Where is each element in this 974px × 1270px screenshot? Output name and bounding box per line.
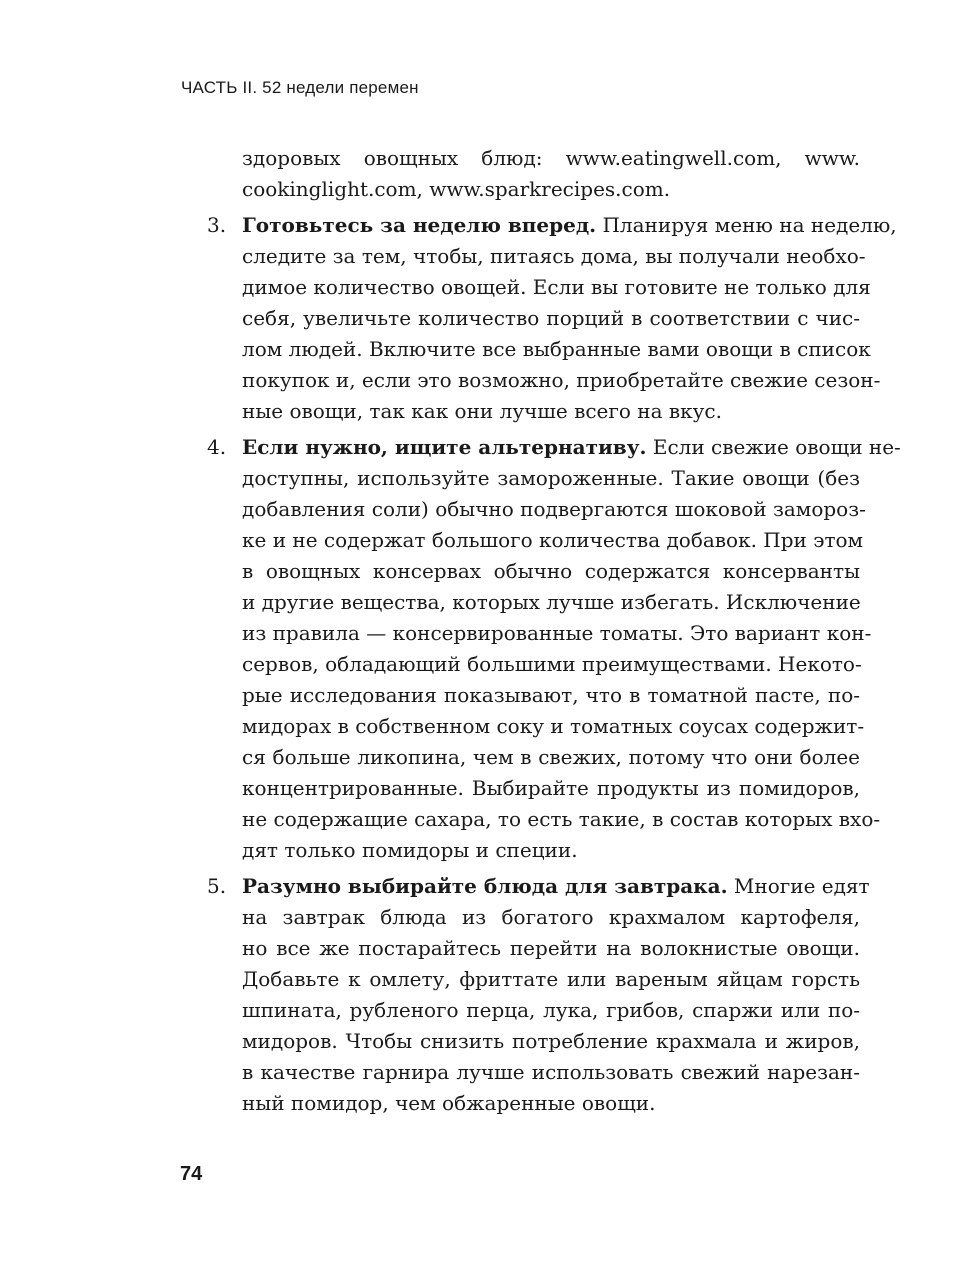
text-line: себя, увеличьте количество порций в соответствии с чис- [242,306,860,330]
text-line: в качестве гарнира лучше использовать свежий нарезан- [242,1060,860,1084]
item-lead-rest: Многие едят [727,874,870,898]
text-line: и другие вещества, которых лучше избегать. Исключение [242,590,861,614]
list-item-5 [180,871,870,1119]
text-line [242,210,897,241]
text-line: ке и не содержат большого количества добавок. При этом [242,528,864,552]
text-line: сервов, обладающий большими преимуществами. Некото- [242,652,862,676]
text-line: ный помидор, чем обжаренные овощи. [242,1091,656,1115]
text-line: добавления соли) обычно подвергаются шоковой замороз- [242,497,866,521]
text-line: дят только помидоры и специи. [242,838,578,862]
text-line: шпината, рубленого перца, лука, грибов, спаржи или по- [242,998,860,1022]
text-line: димое количество овощей. Если вы готовите не только для [242,275,871,299]
list-item-4 [180,432,901,866]
running-head: ЧАСТЬ II. 52 недели перемен [181,78,419,97]
item-lead-rest: Если свежие овощи не- [646,435,901,459]
text-line: мидорах в собственном соку и томатных соусах содержит- [242,714,865,738]
text-line: на завтрак блюда из богатого крахмалом картофеля, [242,905,860,929]
text-line: cookinglight.com, www.sparkrecipes.com. [242,177,671,201]
item-lead: Если нужно, ищите альтернативу. [242,435,647,459]
item-lead-rest: Планируя меню на неделю, [596,213,897,237]
item-number: 5. [207,874,227,898]
text-line: ные овощи, так как они лучше всего на вкус. [242,399,722,423]
text-line: рые исследования показывают, что в томатной пасте, по- [242,683,860,707]
text-line: ся больше ликопина, чем в свежих, потому что они более [242,745,860,769]
item-lead: Готовьтесь за неделю вперед. [242,213,597,237]
page-number: 74 [180,1163,203,1185]
text-line: покупок и, если это возможно, приобретайте свежие сезон- [242,368,881,392]
text-line: из правила — консервированные томаты. Это вариант кон- [242,621,872,645]
text-line: лом людей. Включите все выбранные вами овощи в список [242,337,871,361]
item-number: 4. [207,435,227,459]
text-line: в овощных консервах обычно содержатся консерванты [242,559,860,583]
text-line: Добавьте к омлету, фриттате или вареным яйцам горсть [242,967,860,991]
text-line: доступны, используйте замороженные. Такие овощи (без [242,466,860,490]
text-line [242,871,870,902]
text-line: но все же постарайтесь перейти на волокнистые овощи. [242,936,860,960]
item-lead: Разумно выбирайте блюда для завтрака. [242,874,728,898]
text-line: следите за тем, чтобы, питаясь дома, вы получали необхо- [242,244,866,268]
text-line: здоровых овощных блюд: www.eatingwell.com, www. [242,146,860,170]
body-text [180,143,901,1119]
continuation-paragraph [242,143,860,205]
text-line: не содержащие сахара, то есть такие, в состав которых вхо- [242,807,881,831]
text-line: концентрированные. Выбирайте продукты из помидоров, [242,776,860,800]
text-line: мидоров. Чтобы снизить потребление крахмала и жиров, [242,1029,860,1053]
list-item-3 [180,210,897,427]
text-line [242,432,901,463]
item-number: 3. [207,213,227,237]
